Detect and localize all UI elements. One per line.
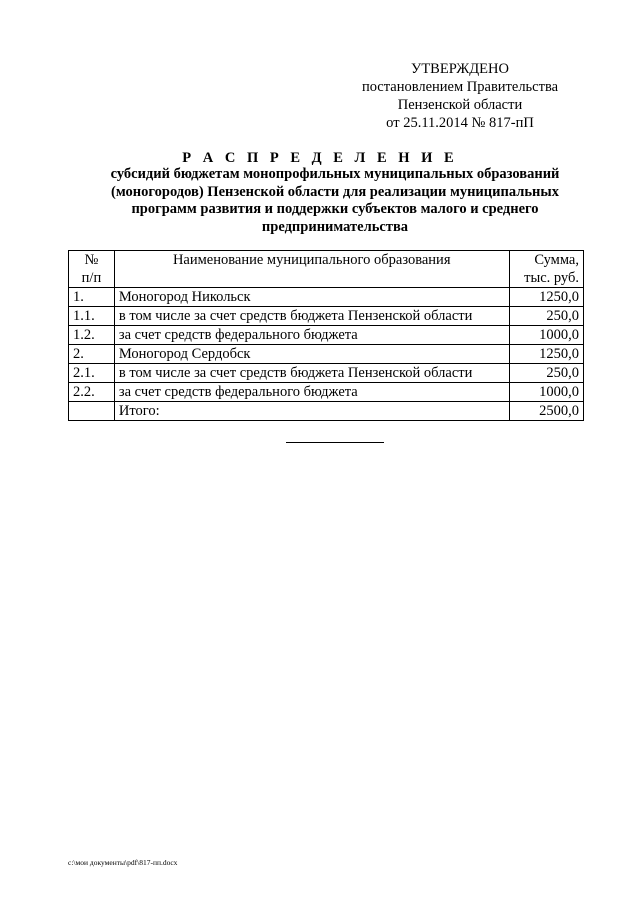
row-sum: 250,0 [509,307,583,326]
row-num: 1.2. [69,326,115,345]
header-name: Наименование муниципального образования [114,251,509,288]
row-name: за счет средств федерального бюджета [114,383,509,402]
approval-block [340,60,580,132]
table-row [69,326,584,345]
row-sum: 250,0 [509,364,583,383]
row-sum: 1000,0 [509,383,583,402]
row-num: 2. [69,345,115,364]
distribution-table [68,250,584,421]
header-num-line2: п/п [81,270,102,286]
row-num: 2.2. [69,383,115,402]
row-sum: 1000,0 [509,326,583,345]
table-row [69,307,584,326]
row-name: Моногород Сердобск [114,345,509,364]
total-label: Итого: [114,402,509,421]
row-num: 1.1. [69,307,115,326]
subtitle-line: предпринимательства [261,218,409,235]
row-name: Моногород Никольск [114,288,509,307]
row-sum: 1250,0 [509,288,583,307]
approval-line-region: Пензенской области [397,97,523,113]
header-sum [509,251,583,288]
row-num: 2.1. [69,364,115,383]
approval-title: УТВЕРЖДЕНО [411,61,509,77]
approval-line-decree: постановлением Правительства [361,79,559,95]
subtitle-line: субсидий бюджетам монопрофильных муниципальных образований [110,166,560,182]
row-num [69,402,115,421]
row-name: за счет средств федерального бюджета [114,326,509,345]
header-num-line1: № [84,252,99,268]
total-sum: 2500,0 [509,402,583,421]
table-row [69,364,584,383]
table-row [69,288,584,307]
row-name: в том числе за счет средств бюджета Пензенской области [114,364,509,383]
separator-line [286,442,384,443]
subtitle-line: (моногородов) Пензенской области для реализации муниципальных [111,183,559,200]
row-sum: 1250,0 [509,345,583,364]
row-num: 1. [69,288,115,307]
table-header-row [69,251,584,288]
document-title: Р А С П Р Е Д Е Л Е Н И Е [182,150,458,166]
approval-line-date: от 25.11.2014 № 817-пП [386,115,534,131]
table-total-row [69,402,584,421]
table-row [69,383,584,402]
header-num [69,251,115,288]
document-subtitle [80,166,590,236]
row-name: в том числе за счет средств бюджета Пензенской области [114,307,509,326]
header-sum-line2: тыс. руб. [524,270,579,286]
subtitle-line: программ развития и поддержки субъектов малого и среднего [131,201,539,217]
header-sum-line1: Сумма, [534,252,579,268]
table-row [69,345,584,364]
file-path-footer: c:\мои документы\pdf\817-пп.docx [68,858,178,867]
